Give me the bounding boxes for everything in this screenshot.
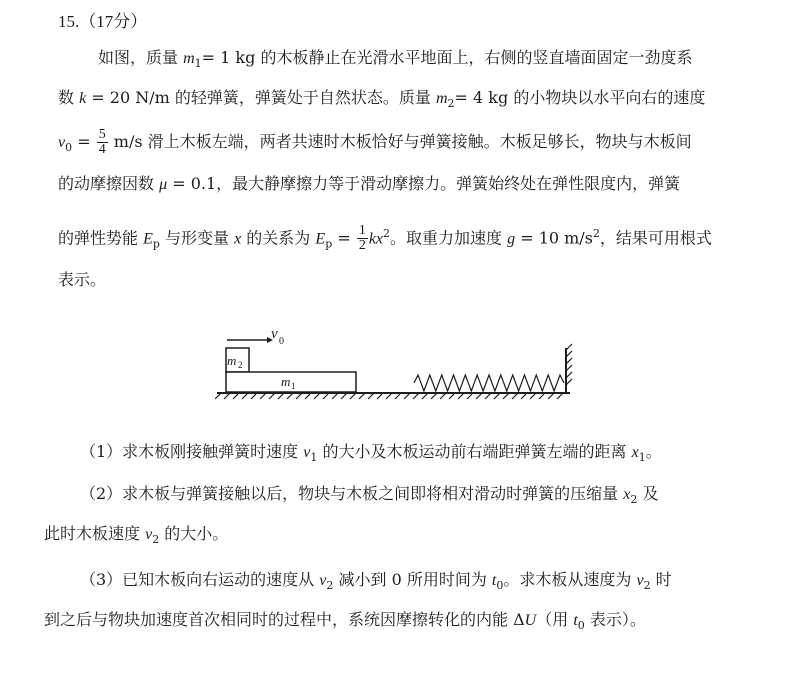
fraction-5-4: $\frac{5}{4}$ (98, 127, 106, 157)
stem-line-1: 如图，质量 $m_1= 1$ kg 的木板静止在光滑水平地面上，右侧的竖直墙面固定一劲度系 (98, 48, 693, 71)
question-2: （2）求木板与弹簧接触以后，物块与木板之间即将相对滑动时弹簧的压缩量 $x_2$ 及 (80, 484, 659, 507)
spring (414, 375, 564, 391)
problem-number: 15.（17分） (58, 12, 148, 31)
question-3: （3）已知木板向右运动的速度从 $v_2$ 减小到 0 所用时间为 $t_0$。求木板从速度为 $v_2$ 时 (80, 570, 672, 593)
board-label: m (281, 374, 291, 389)
wall-hatch-mark (566, 344, 572, 350)
fraction-1-2: $\frac{1}{2}$ (358, 223, 366, 254)
question-3-cont: 到之后与物块加速度首次相同时的过程中，系统因摩擦转化的内能 ΔU（用 $t_0$ 表示）。 (44, 610, 646, 633)
block-label: m (227, 353, 237, 368)
block-subscript: 2 (238, 360, 243, 370)
stem-line-4: 的动摩擦因数 μ = 0.1，最大静摩擦力等于滑动摩擦力。弹簧始终处在弹性限度内，弹簧 (58, 174, 681, 193)
stem-line-6: 表示。 (58, 270, 107, 289)
velocity-label: v (271, 328, 278, 342)
physics-diagram (215, 328, 575, 408)
stem-line-2: 数 k = 20 N/m 的轻弹簧，弹簧处于自然状态。质量 $m_2= 4$ kg 的小物块以水平向右的速度 (58, 88, 706, 111)
question-1: （1）求木板刚接触弹簧时速度 $v_1$ 的大小及木板运动前右端距弹簧左端的距离 $x_1$。 (80, 442, 662, 465)
board-subscript: 1 (291, 381, 296, 391)
question-2-cont: 此时木板速度 $v_2$ 的大小。 (44, 524, 229, 547)
velocity-subscript: 0 (279, 336, 284, 347)
stem-line-5: 的弹性势能 $E_p$ 与形变量 x 的关系为 $E_p$ = $\frac{1}{2}$ $kx^2$。取重力加速度 g = 10 $m/s^2$，结果可用根式 (58, 223, 712, 254)
stem-line-3: $v_0$ = $\frac{5}{4}$ m/s 滑上木板左端，两者共速时木板恰好与弹簧接触。木板足够长，物块与木板间 (58, 127, 692, 157)
